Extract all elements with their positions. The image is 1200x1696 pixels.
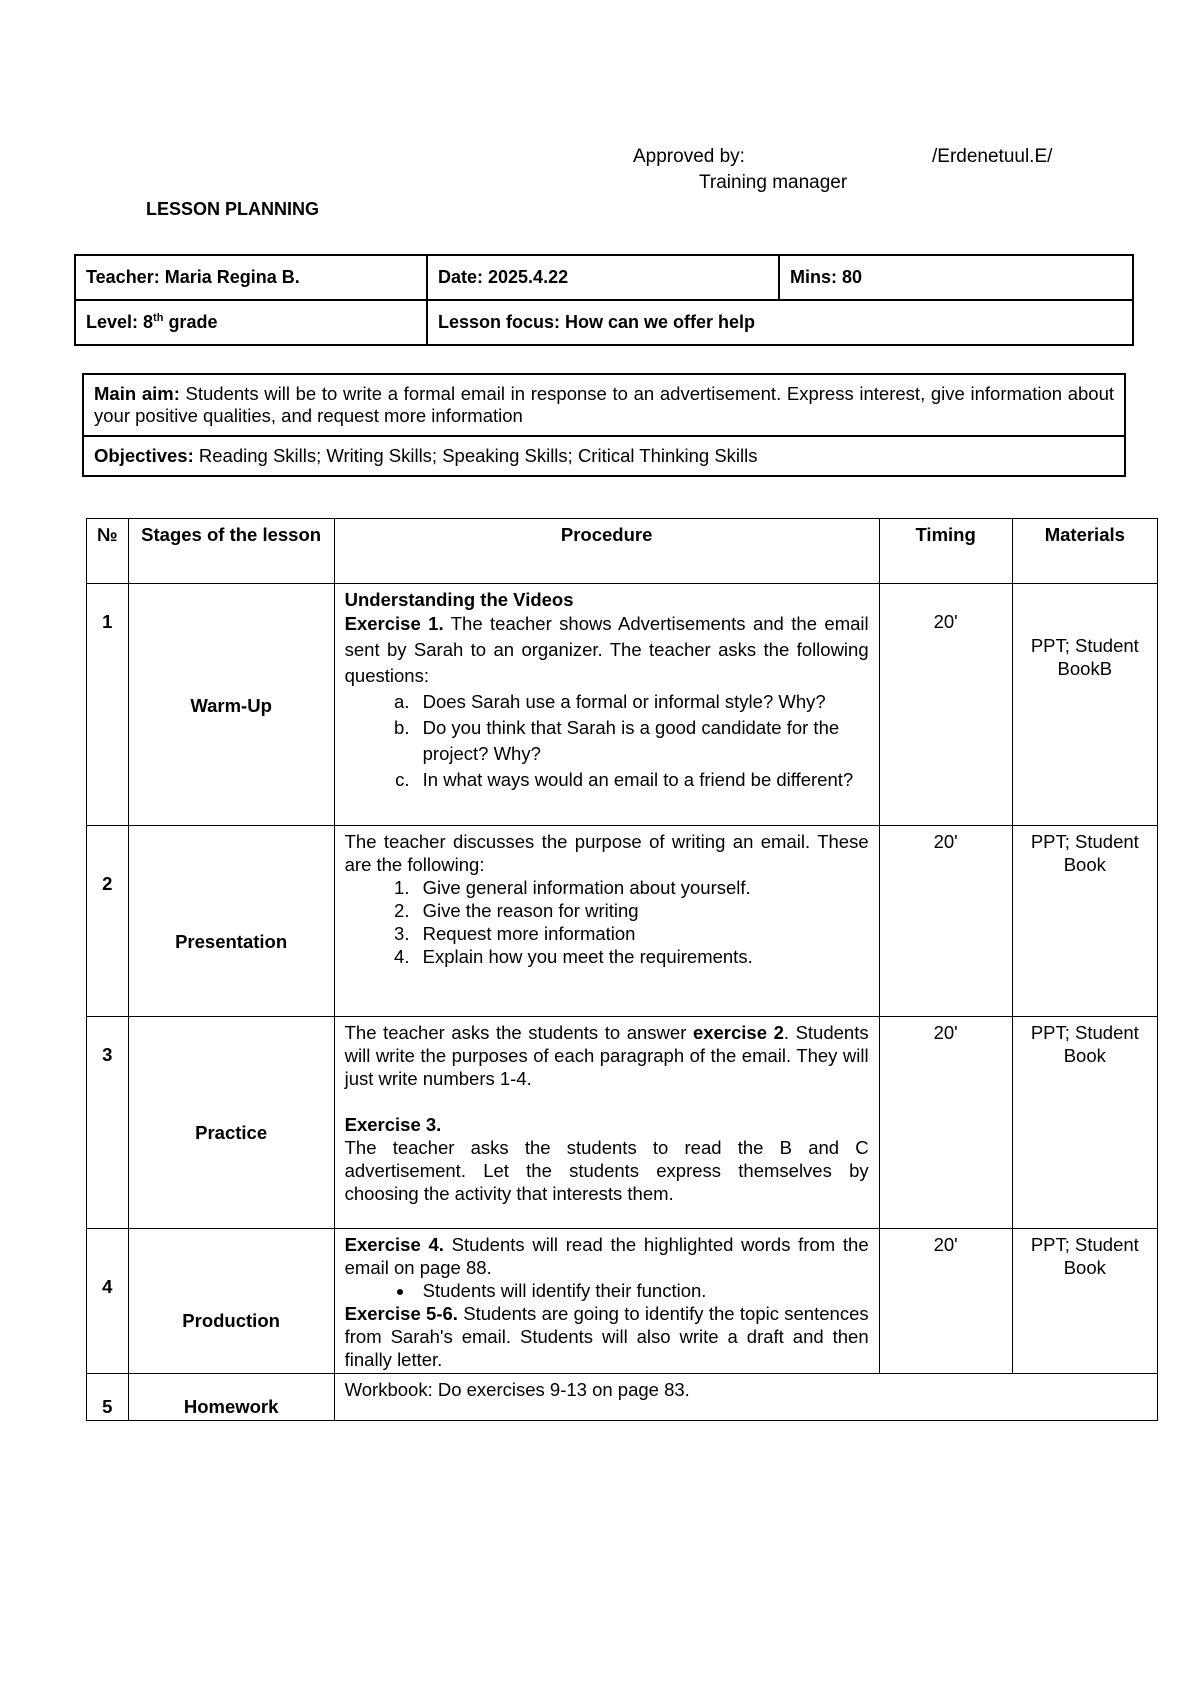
row-number: 3 [87, 1017, 129, 1229]
col-stage-header: Stages of the lesson [128, 519, 334, 584]
procedure-cell [334, 1229, 879, 1374]
stage-name: Homework [128, 1374, 334, 1421]
objectives-text: Reading Skills; Writing Skills; Speaking Skills; Critical Thinking Skills [193, 445, 758, 466]
procedure-text [345, 1021, 869, 1090]
main-aim-cell [83, 374, 1125, 436]
lesson-header-row [87, 519, 1158, 584]
lesson-table [86, 518, 1158, 1421]
materials-cell: PPT; Student Book [1012, 826, 1157, 1017]
list-item: c. In what ways would an email to a friend be different? [415, 767, 869, 793]
table-row [87, 1017, 1158, 1229]
timing-cell: 20' [879, 1017, 1012, 1229]
timing-cell: 20' [879, 584, 1012, 826]
question-list [345, 689, 869, 793]
procedure-cell [334, 1017, 879, 1229]
exercise-label: Exercise 4. [344, 1234, 444, 1255]
table-row [87, 1229, 1158, 1374]
header-row [75, 255, 1133, 300]
date-cell: Date: 2025.4.22 [427, 255, 779, 300]
homework-cell: Workbook: Do exercises 9-13 on page 83. [334, 1374, 1157, 1421]
exercise-label: Exercise 5-6. [344, 1303, 458, 1324]
timing-cell: 20' [879, 826, 1012, 1017]
exercise-label: Exercise 1. [344, 613, 444, 634]
objectives-cell [83, 436, 1125, 476]
list-item: 1. Give general information about yourself. [415, 876, 869, 899]
exercise-text: The teacher shows Advertisements and the email sent by Sarah to an organizer. The teacher asks the following questions: [344, 613, 869, 686]
focus-cell: Lesson focus: How can we offer help [427, 300, 1133, 345]
mins-cell: Mins: 80 [779, 255, 1133, 300]
procedure-text-part: The teacher asks the students to answer [344, 1022, 693, 1043]
main-aim-label: Main aim: [94, 383, 180, 404]
list-item: 3. Request more information [415, 922, 869, 945]
bullet-list [345, 1279, 869, 1302]
list-item: 2. Give the reason for writing [415, 899, 869, 922]
procedure-text [345, 1233, 869, 1279]
row-number: 5 [87, 1374, 129, 1421]
col-materials-header: Materials [1012, 519, 1157, 584]
exercise-label: Exercise 3. [344, 1114, 442, 1135]
stage-name: Production [128, 1229, 334, 1374]
list-item: • Students will identify their function. [415, 1279, 869, 1302]
row-number: 2 [87, 826, 129, 1017]
procedure-text: The teacher asks the students to read the B and C advertisement. Let the students express themselves by choosing the activity that interests them. [344, 1137, 869, 1204]
approver-role: Training manager [699, 172, 848, 193]
table-row [87, 1374, 1158, 1421]
materials-cell: PPT; Student Book [1012, 1017, 1157, 1229]
procedure-cell [334, 826, 879, 1017]
purpose-list [345, 876, 869, 968]
row-number: 1 [87, 584, 129, 826]
exercise-text: Students will read the highlighted words from the email on page 88. [344, 1234, 869, 1278]
level-sup: th [153, 312, 164, 324]
exercise-text: Students are going to identify the topic sentences from Sarah's email. Students will also write a draft and then finally letter. [344, 1303, 869, 1370]
procedure-text-part: . Students will write the purposes of each paragraph of the email. They will just write numbers 1-4. [344, 1022, 869, 1089]
table-row [87, 826, 1158, 1017]
teacher-cell: Teacher: Maria Regina B. [75, 255, 427, 300]
aim-table [82, 373, 1126, 477]
table-row [87, 584, 1158, 826]
col-timing-header: Timing [879, 519, 1012, 584]
list-item: b. Do you think that Sarah is a good candidate for the project? Why? [415, 715, 869, 767]
col-procedure-header: Procedure [334, 519, 879, 584]
objectives-label: Objectives: [94, 445, 194, 466]
procedure-text: The teacher discusses the purpose of writing an email. These are the following: [344, 831, 869, 875]
approved-by-label: Approved by: [633, 146, 745, 167]
level-suffix: grade [163, 312, 218, 332]
main-aim-text: Students will be to write a formal email in response to an advertisement. Express interest, give information about your positive qualities, and request more information [94, 383, 1114, 426]
header-table [74, 254, 1134, 346]
procedure-text [345, 611, 869, 689]
list-item: 4. Explain how you meet the requirements. [415, 945, 869, 968]
materials-cell: PPT; Student Book [1012, 1229, 1157, 1374]
procedure-cell [334, 584, 879, 826]
stage-name: Warm-Up [128, 584, 334, 826]
exercise-ref: exercise 2 [692, 1022, 784, 1043]
approver-name: /Erdenetuul.E/ [932, 146, 1053, 167]
level-prefix: Level: 8 [86, 312, 154, 332]
row-number: 4 [87, 1229, 129, 1374]
procedure-heading: Understanding the Videos [344, 589, 574, 610]
list-item: a. Does Sarah use a formal or informal style? Why? [415, 689, 869, 715]
header-row [75, 300, 1133, 345]
level-cell [75, 300, 427, 345]
col-number-header: № [87, 519, 129, 584]
materials-cell: PPT; Student BookB [1012, 584, 1157, 826]
stage-name: Presentation [128, 826, 334, 1017]
page-title: LESSON PLANNING [146, 199, 320, 219]
timing-cell: 20' [879, 1229, 1012, 1374]
procedure-text [345, 1302, 869, 1371]
stage-name: Practice [128, 1017, 334, 1229]
